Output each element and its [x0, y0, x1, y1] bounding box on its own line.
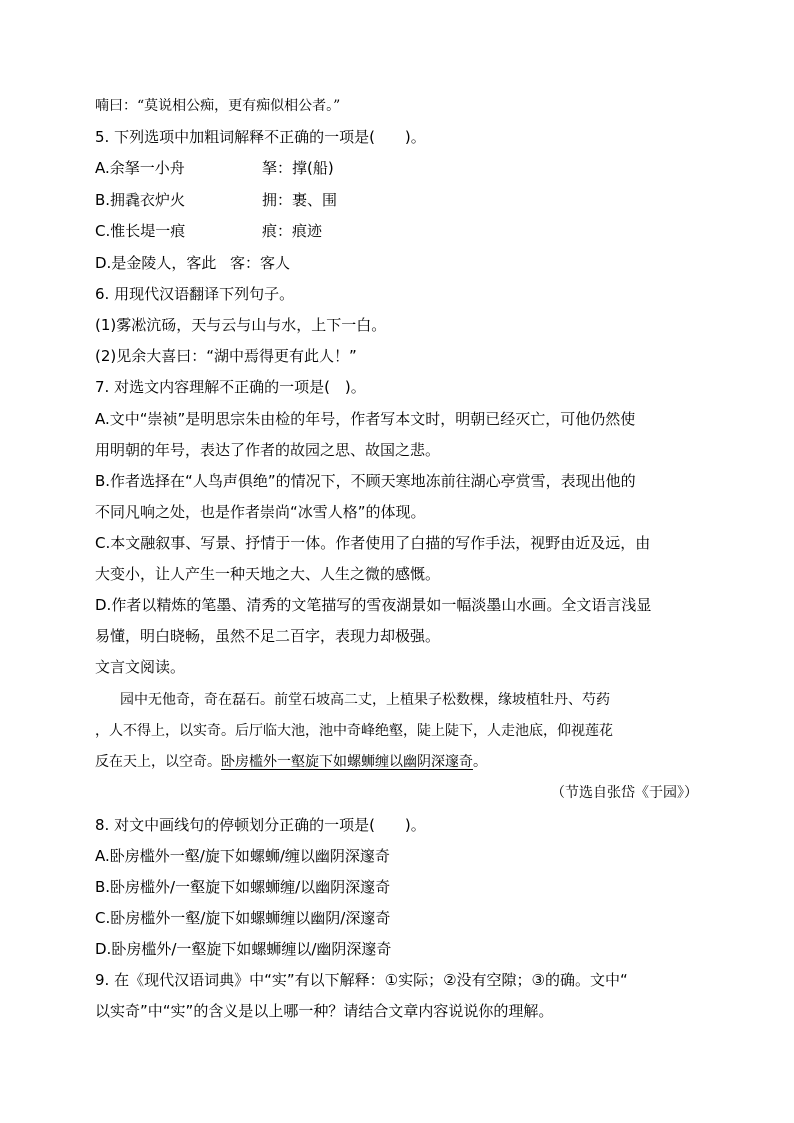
passage-line-1: 园中无他奇，奇在磊石。前堂石坡高二丈，上植果子松数棵，缘坡植牡丹、芍药 [120, 692, 610, 708]
question-7: 7. 对选文内容理解不正确的一项是( )。 [95, 378, 366, 396]
question-9-line-2: 以实奇”中“实”的含义是以上哪一种？请结合文章内容说说你的理解。 [95, 1002, 554, 1020]
q5-option-b-text: B.拥毳衣炉火 [95, 191, 186, 209]
q5-option-c-gloss: 痕：痕迹 [262, 222, 323, 240]
passage-line-3-end: 。 [473, 754, 487, 770]
passage-line-3 [95, 752, 699, 772]
q5-option-b-gloss: 拥：裹、围 [262, 191, 338, 209]
passage-source: （节选自张岱《于园》） [551, 785, 698, 801]
section-heading: 文言文阅读。 [95, 658, 186, 676]
q7-option-d-line-2: 易懂，明白晓畅，虽然不足二百字，表现力却极强。 [95, 627, 441, 645]
q5-option-c-text: C.惟长堤一痕 [95, 222, 186, 240]
question-6: 6. 用现代汉语翻译下列句子。 [95, 285, 295, 303]
q7-option-a-line-2: 用明朝的年号，表达了作者的故园之思、故国之悲。 [95, 441, 441, 459]
q7-option-b-line-2: 不同凡响之处，也是作者崇尚“冰雪人格”的体现。 [95, 503, 426, 521]
q7-option-b-line-1: B.作者选择在“人鸟声俱绝”的情况下，不顾天寒地冻前往湖心亭赏雪，表现出他的 [95, 472, 636, 490]
q8-option-b: B.卧房槛外/一壑旋下如螺蛳缠/以幽阴深邃奇 [95, 878, 391, 896]
q5-option-d-text: D.是金陵人，客此 [95, 254, 217, 272]
q5-option-a-text: A.余拏一小舟 [95, 159, 185, 177]
q7-option-d-line-1: D.作者以精炼的笔墨、清秀的文笔描写的雪夜湖景如一幅淡墨山水画。全文语言浅显 [95, 596, 652, 614]
question-8: 8. 对文中画线句的停顿划分正确的一项是( )。 [95, 816, 426, 834]
underlined-sentence: 卧房槛外一壑旋下如螺蛳缠以幽阴深邃奇 [221, 754, 473, 770]
q5-option-d-gloss: 客：客人 [230, 254, 291, 272]
q6-sentence-1: (1)雾凇沆砀，天与云与山与水，上下一白。 [95, 316, 387, 334]
passage-line-3-plain: 反在天上，以空奇。 [95, 754, 221, 770]
question-9-line-1: 9. 在《现代汉语词典》中“实”有以下解释：①实际；②没有空隙；③的确。文中“ [95, 971, 628, 989]
q8-option-a: A.卧房槛外一壑/旋下如螺蛳/缠以幽阴深邃奇 [95, 847, 390, 865]
question-5: 5. 下列选项中加粗词解释不正确的一项是( )。 [95, 128, 426, 146]
q5-option-a-gloss: 拏：撑(船) [262, 159, 334, 177]
passage-line-2: ，人不得上，以实奇。后厅临大池，池中奇峰绝壑，陡上陡下，人走池底，仰视莲花 [95, 723, 613, 739]
q6-sentence-2: (2)见余大喜曰：“湖中焉得更有此人！” [95, 347, 357, 365]
q8-option-d: D.卧房槛外/一壑旋下如螺蛳缠以/幽阴深邃奇 [95, 940, 392, 958]
q7-option-c-line-1: C.本文融叙事、写景、抒情于一体。作者使用了白描的写作手法，视野由近及远，由 [95, 534, 651, 552]
passage-end-line: 喃曰：“莫说相公痴，更有痴似相公者。” [95, 98, 341, 114]
q7-option-c-line-2: 大变小，让人产生一种天地之大、人生之微的感慨。 [95, 565, 441, 583]
q8-option-c: C.卧房槛外一壑/旋下如螺蛳缠以幽阴/深邃奇 [95, 909, 391, 927]
q7-option-a-line-1: A.文中“崇祯”是明思宗朱由检的年号，作者写本文时，明朝已经灭亡，可他仍然使 [95, 410, 636, 428]
